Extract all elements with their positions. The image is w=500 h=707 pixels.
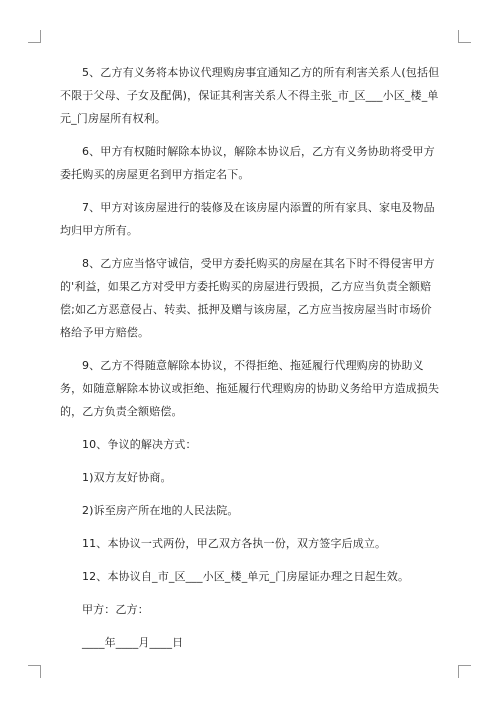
signature-parties: 甲方：乙方： <box>82 603 149 616</box>
corner-mark-top-left <box>28 30 41 43</box>
dispute-option-1: 1)双方友好协商。 <box>82 471 172 484</box>
corner-mark-top-right <box>458 30 471 43</box>
clause-8: 8、乙方应当恪守诚信，受甲方委托购买的房屋在其名下时不得侵害甲方的'利益，如果乙方对受甲方委托购买的房屋进行毁损，乙方应当负责全额赔偿;如乙方恶意侵占、转卖、抵押及赠与该房屋，乙方应当按房屋当时市场价格给予甲方赔偿。 <box>60 257 435 339</box>
clause-6: 6、甲方有权随时解除本协议，解除本协议后，乙方有义务协助将受甲方委托购买的房屋更名到甲方指定名下。 <box>60 145 435 181</box>
signature-date: ____年____月____日 <box>82 636 184 649</box>
dispute-option-2: 2)诉至房产所在地的人民法院。 <box>82 504 239 517</box>
document-body <box>60 61 442 664</box>
clause-7: 7、甲方对该房屋进行的装修及在该房屋内添置的所有家具、家电及物品均归甲方所有。 <box>60 201 435 237</box>
corner-mark-bottom-left <box>28 665 41 678</box>
clause-10-heading: 10、争议的解决方式： <box>82 438 197 451</box>
corner-mark-bottom-right <box>458 665 471 678</box>
clause-9: 9、乙方不得随意解除本协议，不得拒绝、拖延履行代理购房的协助义务，如随意解除本协议或拒绝、拖延履行代理购房的协助义务给甲方造成损失的，乙方负责全额赔偿。 <box>60 359 440 418</box>
clause-12: 12、本协议自_市_区___小区_楼_单元_门房屋证办理之日起生效。 <box>82 570 410 583</box>
clause-5: 5、乙方有义务将本协议代理购房事宜通知乙方的所有利害关系人(包括但不限于父母、子女及配偶)，保证其利害关系人不得主张_市_区___小区_楼_单元_门房屋所有权利。 <box>60 66 440 125</box>
clause-11: 11、本协议一式两份，甲乙双方各执一份，双方签字后成立。 <box>82 537 387 550</box>
